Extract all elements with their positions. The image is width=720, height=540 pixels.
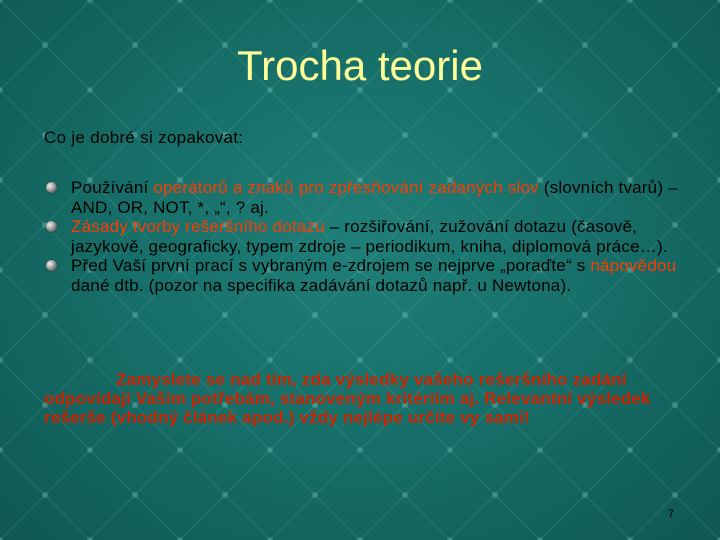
grid-node (447, 447, 453, 453)
bullet-text: (slovních tvarů) – AND, OR, NOT, *, „“, ? aj. (71, 178, 678, 217)
reflection-note: Zamyslete se nad tím, zda výsledky vašeho rešeršního zadání odpovídají Vašim potřebám, stanoveným kritériím aj. Relevantní výsledek rešerše (vhodný článek apod.) vždy nejlépe určíte vy sami! (44, 370, 651, 427)
grid-node (42, 312, 48, 318)
grid-node (222, 492, 228, 498)
sphere-bullet-icon (46, 221, 57, 232)
grid-node (357, 357, 363, 363)
grid-node (177, 447, 183, 453)
list-item (44, 256, 684, 295)
grid-node (492, 492, 498, 498)
grid-node (132, 492, 138, 498)
highlighted-term: nápovědou (590, 256, 677, 275)
grid-node (582, 132, 588, 138)
grid-node (627, 357, 633, 363)
grid-node (312, 312, 318, 318)
grid-node (672, 312, 678, 318)
bullet-text: Před Vaší první prací s vybraným e-zdrojem se nejprve „poraďte“ s (71, 256, 591, 275)
bullet-text: Používání (71, 178, 154, 197)
grid-node (177, 357, 183, 363)
grid-node (87, 447, 93, 453)
grid-node (672, 492, 678, 498)
grid-node (537, 357, 543, 363)
grid-node (537, 447, 543, 453)
bullet-text: – rozšiřování, zužování dotazu (časově, jazykově, geograficky, typem zdroje – periodikum, kniha, diplomová práce…). (71, 217, 668, 256)
grid-node (312, 132, 318, 138)
highlighted-term: operátorů a znaků pro zpřesňování zadaných slov (153, 178, 539, 197)
grid-node (402, 132, 408, 138)
grid-node (87, 357, 93, 363)
grid-node (312, 492, 318, 498)
grid-node (492, 312, 498, 318)
list-item (44, 217, 684, 256)
highlighted-term: Zásady tvorby rešeršního dotazu (71, 217, 325, 236)
grid-node (402, 492, 408, 498)
sphere-bullet-icon (46, 260, 57, 271)
grid-node (582, 492, 588, 498)
list-item (44, 178, 684, 217)
sphere-bullet-icon (46, 182, 57, 193)
grid-node (267, 357, 273, 363)
slide-title: Trocha teorie (237, 42, 483, 89)
intro-text: Co je dobré si zopakovat: (44, 128, 244, 147)
grid-node (222, 312, 228, 318)
grid-node (627, 447, 633, 453)
grid-node (672, 132, 678, 138)
bullet-list (44, 178, 684, 295)
grid-node (42, 492, 48, 498)
bullet-text: dané dtb. (pozor na specifika zadávání dotazů např. u Newtona). (71, 275, 572, 295)
grid-node (402, 312, 408, 318)
page-number: 7 (668, 508, 675, 520)
grid-node (492, 132, 498, 138)
grid-node (582, 312, 588, 318)
grid-node (357, 447, 363, 453)
grid-node (447, 357, 453, 363)
grid-node (132, 312, 138, 318)
grid-node (267, 447, 273, 453)
